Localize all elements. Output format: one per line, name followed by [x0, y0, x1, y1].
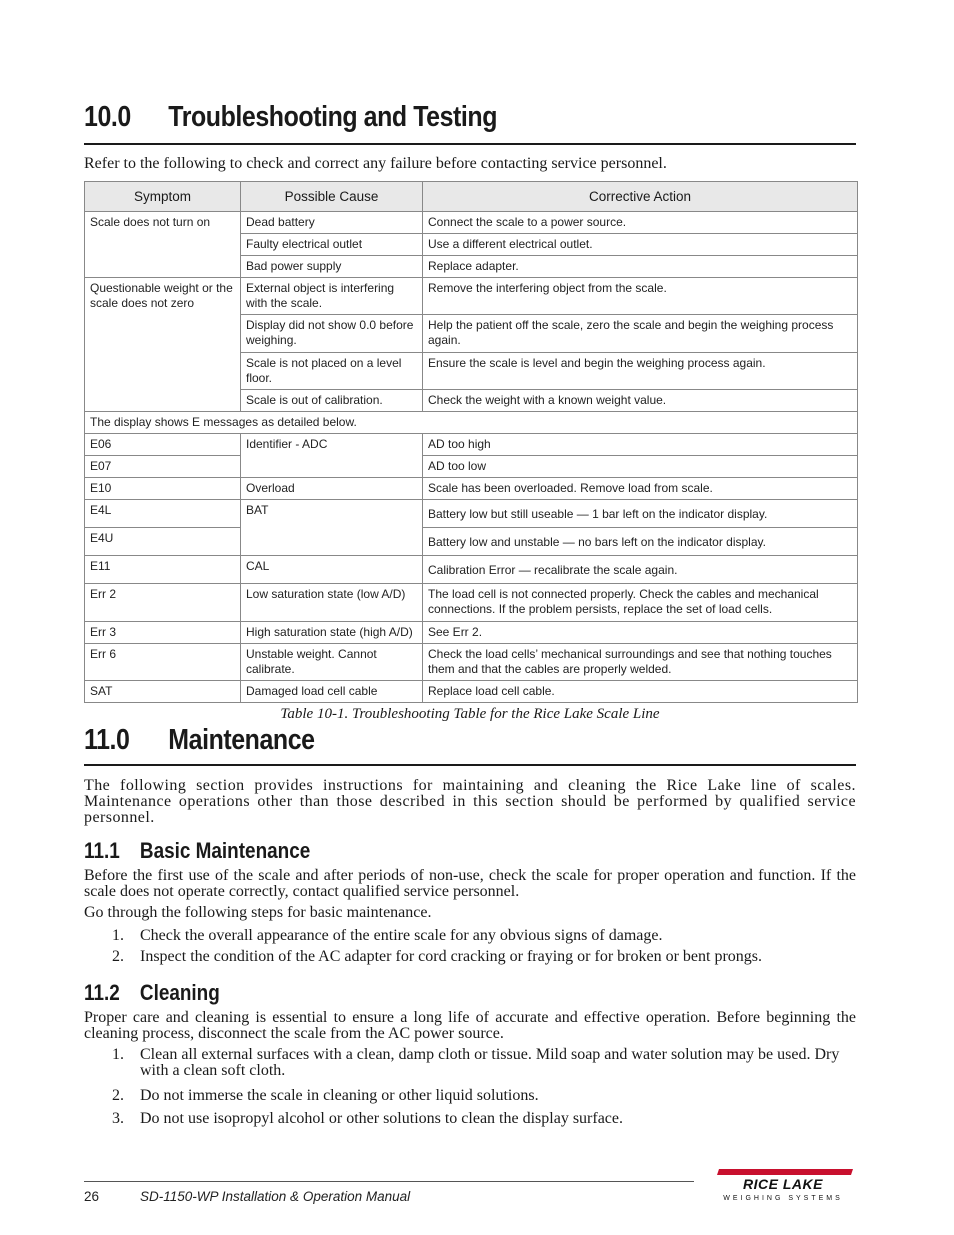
cause-cell: Bad power supply — [241, 256, 423, 278]
symptom-cell: E06 — [85, 434, 241, 456]
subsection-title: Cleaning — [139, 980, 220, 1005]
footer-rule — [84, 1181, 694, 1182]
table-row — [85, 412, 858, 434]
symptom-cell: E07 — [85, 456, 241, 478]
action-cell: AD too low — [423, 456, 858, 478]
table-row — [85, 278, 858, 315]
action-cell: Replace load cell cable. — [423, 681, 858, 703]
section-title: Troubleshooting and Testing — [168, 101, 498, 133]
section-number: 10.0 — [84, 101, 131, 133]
table-row — [85, 434, 858, 456]
header-symptom: Symptom — [85, 182, 241, 212]
action-cell: Check the weight with a known weight value. — [423, 390, 858, 412]
list-text: Inspect the condition of the AC adapter for cord cracking or fraying or for broken or bent prongs. — [140, 948, 763, 965]
section-title: Maintenance — [168, 724, 315, 756]
list-text: Do not immerse the scale in cleaning or other liquid solutions. — [140, 1087, 539, 1104]
action-cell: Use a different electrical outlet. — [423, 234, 858, 256]
cause-cell: External object is interfering with the scale. — [241, 278, 423, 315]
list-item — [112, 1111, 856, 1127]
list-item — [112, 928, 856, 944]
action-cell: Connect the scale to a power source. — [423, 212, 858, 234]
logo-red-bar — [717, 1169, 853, 1175]
section-10-heading — [84, 101, 497, 134]
action-cell: Battery low but still useable — 1 bar left on the indicator display. — [423, 500, 858, 528]
list-item — [112, 1088, 856, 1104]
action-cell: The load cell is not connected properly. Check the cables and mechanical connections. If the problem persists, replace the set of load cells. — [423, 584, 858, 622]
heading-rule — [84, 143, 856, 145]
cause-cell: Unstable weight. Cannot calibrate. — [241, 644, 423, 681]
list-text: Check the overall appearance of the entire scale for any obvious signs of damage. — [140, 927, 663, 944]
list-number: 1. — [112, 927, 124, 944]
cause-cell: Display did not show 0.0 before weighing. — [241, 315, 423, 353]
symptom-cell: SAT — [85, 681, 241, 703]
cause-cell: Overload — [241, 478, 423, 500]
section-number: 11.0 — [84, 724, 130, 756]
cause-cell: Damaged load cell cable — [241, 681, 423, 703]
action-cell: Battery low and unstable — no bars left on the indicator display. — [423, 528, 858, 556]
header-possible-cause: Possible Cause — [241, 182, 423, 212]
logo-wordmark: RICE LAKE — [743, 1176, 823, 1192]
manual-title: SD-1150-WP Installation & Operation Manual — [140, 1189, 411, 1204]
symptom-cell: E11 — [85, 556, 241, 584]
symptom-cell: E4L — [85, 500, 241, 528]
list-text: Do not use isopropyl alcohol or other solutions to clean the display surface. — [140, 1110, 624, 1127]
rice-lake-logo — [713, 1169, 853, 1203]
action-cell: AD too high — [423, 434, 858, 456]
list-item — [112, 1047, 856, 1079]
action-cell: Help the patient off the scale, zero the scale and begin the weighing process again. — [423, 315, 858, 353]
symptom-cell: Scale does not turn on — [85, 212, 241, 278]
section-11-intro: The following section provides instructions for maintaining and cleaning the Rice Lake line of scales. Maintenance operations other than those described in this section should be performed by qualified service personnel. — [84, 777, 856, 826]
cause-cell: Scale is out of calibration. — [241, 390, 423, 412]
list-item — [112, 949, 856, 965]
table-header-row — [85, 182, 858, 212]
page-number: 26 — [84, 1189, 100, 1204]
symptom-cell: E4U — [85, 528, 241, 556]
section-11-1-heading — [84, 838, 310, 864]
table-row — [85, 644, 858, 681]
cause-cell: Dead battery — [241, 212, 423, 234]
table-row — [85, 622, 858, 644]
symptom-cell: Err 2 — [85, 584, 241, 622]
symptom-cell: Questionable weight or the scale does not zero — [85, 278, 241, 412]
subsection-title: Basic Maintenance — [139, 838, 311, 863]
section-10-intro: Refer to the following to check and correct any failure before contacting service personnel. — [84, 155, 667, 172]
table-row — [85, 212, 858, 234]
basic-maintenance-paragraph: Before the first use of the scale and after periods of non-use, check the scale for proper operation and function. If the scale does not operate correctly, contact qualified service personnel. — [84, 867, 856, 900]
symptom-cell: Err 3 — [85, 622, 241, 644]
action-cell: Replace adapter. — [423, 256, 858, 278]
list-number: 3. — [112, 1110, 124, 1127]
action-cell: Scale has been overloaded. Remove load from scale. — [423, 478, 858, 500]
subsection-number: 11.2 — [84, 980, 120, 1005]
table-row — [85, 584, 858, 622]
cause-cell: Low saturation state (low A/D) — [241, 584, 423, 622]
table-row — [85, 478, 858, 500]
action-cell: Remove the interfering object from the scale. — [423, 278, 858, 315]
logo-tagline: WEIGHING SYSTEMS — [723, 1195, 843, 1202]
list-number: 2. — [112, 1087, 124, 1104]
troubleshooting-table — [84, 181, 858, 703]
action-cell: Check the load cells’ mechanical surroundings and see that nothing touches them and that the cables are properly welded. — [423, 644, 858, 681]
cause-cell: BAT — [241, 500, 423, 556]
list-number: 1. — [112, 1046, 124, 1063]
cause-cell: Scale is not placed on a level floor. — [241, 353, 423, 390]
section-note-cell: The display shows E messages as detailed below. — [85, 412, 858, 434]
heading-rule — [84, 764, 856, 766]
header-corrective-action: Corrective Action — [423, 182, 858, 212]
symptom-cell: E10 — [85, 478, 241, 500]
action-cell: Ensure the scale is level and begin the weighing process again. — [423, 353, 858, 390]
cause-cell: Faulty electrical outlet — [241, 234, 423, 256]
table-row — [85, 681, 858, 703]
cause-cell: High saturation state (high A/D) — [241, 622, 423, 644]
cause-cell: Identifier - ADC — [241, 434, 423, 478]
symptom-cell: Err 6 — [85, 644, 241, 681]
basic-maintenance-steps-intro: Go through the following steps for basic maintenance. — [84, 904, 432, 921]
list-number: 2. — [112, 948, 124, 965]
table-row — [85, 556, 858, 584]
subsection-number: 11.1 — [84, 838, 120, 863]
action-cell: Calibration Error — recalibrate the scale again. — [423, 556, 858, 584]
list-text: Clean all external surfaces with a clean, damp cloth or tissue. Mild soap and water solution may be used. Dry with a clean soft cloth. — [140, 1046, 840, 1079]
table-caption: Table 10-1. Troubleshooting Table for the Rice Lake Scale Line — [280, 706, 660, 722]
action-cell: See Err 2. — [423, 622, 858, 644]
cause-cell: CAL — [241, 556, 423, 584]
section-11-heading — [84, 724, 315, 757]
section-11-2-heading — [84, 980, 220, 1006]
table-row — [85, 456, 858, 478]
table-row — [85, 500, 858, 528]
table-row — [85, 528, 858, 556]
cleaning-paragraph: Proper care and cleaning is essential to ensure a long life of accurate and effective operation. Before beginning the cleaning process, disconnect the scale from the AC power source. — [84, 1009, 856, 1042]
